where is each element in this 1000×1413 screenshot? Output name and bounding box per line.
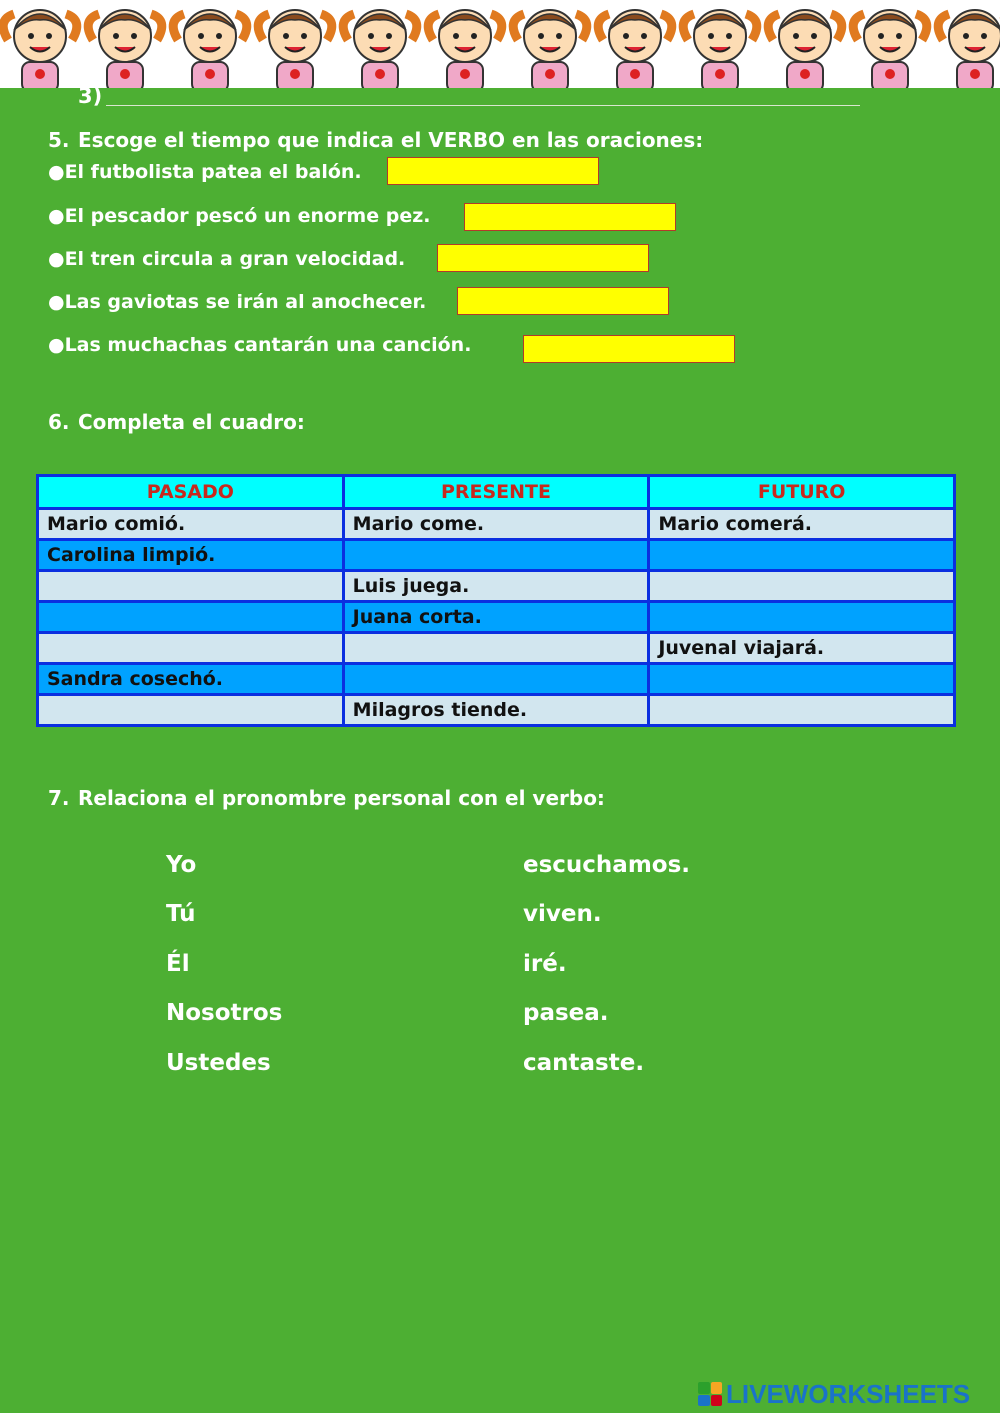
table-cell: Juvenal viajará. — [650, 634, 953, 662]
question-7-text: Relaciona el pronombre personal con el verbo: — [78, 786, 605, 810]
question-7-prompt — [48, 786, 605, 810]
kids-banner — [0, 0, 1000, 88]
table-row — [39, 665, 953, 693]
table-cell: Mario comió. — [39, 510, 342, 538]
sentence-4: ●Las gaviotas se irán al anochecer. — [48, 291, 427, 313]
verb-pasea[interactable]: pasea. — [523, 1000, 609, 1026]
pronoun-el[interactable]: Él — [166, 951, 190, 977]
header-pasado: PASADO — [39, 477, 342, 507]
pronoun-yo[interactable]: Yo — [166, 852, 197, 878]
item-3-answer-line — [106, 105, 860, 106]
liveworksheets-logo — [698, 1378, 970, 1410]
verb-viven[interactable]: viven. — [523, 901, 602, 927]
tense-table — [36, 474, 956, 727]
table-cell: Mario comerá. — [650, 510, 953, 538]
answer-box-4[interactable] — [457, 287, 669, 315]
table-input-cell[interactable] — [39, 603, 342, 631]
sentence-2: ●El pescador pescó un enorme pez. — [48, 205, 431, 227]
header-presente: PRESENTE — [345, 477, 648, 507]
verb-escuchamos[interactable]: escuchamos. — [523, 852, 691, 878]
question-5-number: 5. — [48, 128, 70, 152]
pronoun-tu[interactable]: Tú — [166, 901, 196, 927]
table-input-cell[interactable] — [39, 572, 342, 600]
pronoun-nosotros[interactable]: Nosotros — [166, 1000, 283, 1026]
table-input-cell[interactable] — [650, 572, 953, 600]
table-header-row — [39, 477, 953, 507]
table-input-cell[interactable] — [39, 634, 342, 662]
table-cell: Mario come. — [345, 510, 648, 538]
answer-box-1[interactable] — [387, 157, 599, 185]
table-cell: Luis juega. — [345, 572, 648, 600]
sentence-5: ●Las muchachas cantarán una canción. — [48, 334, 472, 356]
question-5-prompt — [48, 128, 703, 152]
table-input-cell[interactable] — [345, 541, 648, 569]
table-input-cell[interactable] — [345, 665, 648, 693]
sentence-3: ●El tren circula a gran velocidad. — [48, 248, 406, 270]
table-cell: Juana corta. — [345, 603, 648, 631]
table-row — [39, 510, 953, 538]
header-futuro: FUTURO — [650, 477, 953, 507]
table-input-cell[interactable] — [650, 603, 953, 631]
question-6-text: Completa el cuadro: — [78, 410, 305, 434]
kids-illustration — [0, 0, 1000, 88]
question-5-text: Escoge el tiempo que indica el VERBO en las oraciones: — [78, 128, 704, 152]
table-row — [39, 541, 953, 569]
table-input-cell[interactable] — [650, 696, 953, 724]
question-6-number: 6. — [48, 410, 70, 434]
table-row — [39, 572, 953, 600]
item-3-label: 3) — [78, 84, 103, 108]
table-row — [39, 696, 953, 724]
table-cell: Sandra cosechó. — [39, 665, 342, 693]
table-cell: Carolina limpió. — [39, 541, 342, 569]
question-7-number: 7. — [48, 786, 70, 810]
answer-box-5[interactable] — [523, 335, 735, 363]
logo-text: LIVEWORKSHEETS — [726, 1378, 971, 1409]
table-row — [39, 603, 953, 631]
answer-box-3[interactable] — [437, 244, 649, 272]
answer-box-2[interactable] — [464, 203, 676, 231]
table-input-cell[interactable] — [345, 634, 648, 662]
table-input-cell[interactable] — [650, 665, 953, 693]
sentence-1: ●El futbolista patea el balón. — [48, 161, 362, 183]
table-input-cell[interactable] — [650, 541, 953, 569]
question-6-prompt — [48, 410, 305, 434]
table-cell: Milagros tiende. — [345, 696, 648, 724]
table-input-cell[interactable] — [39, 696, 342, 724]
verb-cantaste[interactable]: cantaste. — [523, 1050, 645, 1076]
logo-icon — [698, 1382, 722, 1406]
table-row — [39, 634, 953, 662]
pronoun-ustedes[interactable]: Ustedes — [166, 1050, 271, 1076]
verb-ire[interactable]: iré. — [523, 951, 567, 977]
